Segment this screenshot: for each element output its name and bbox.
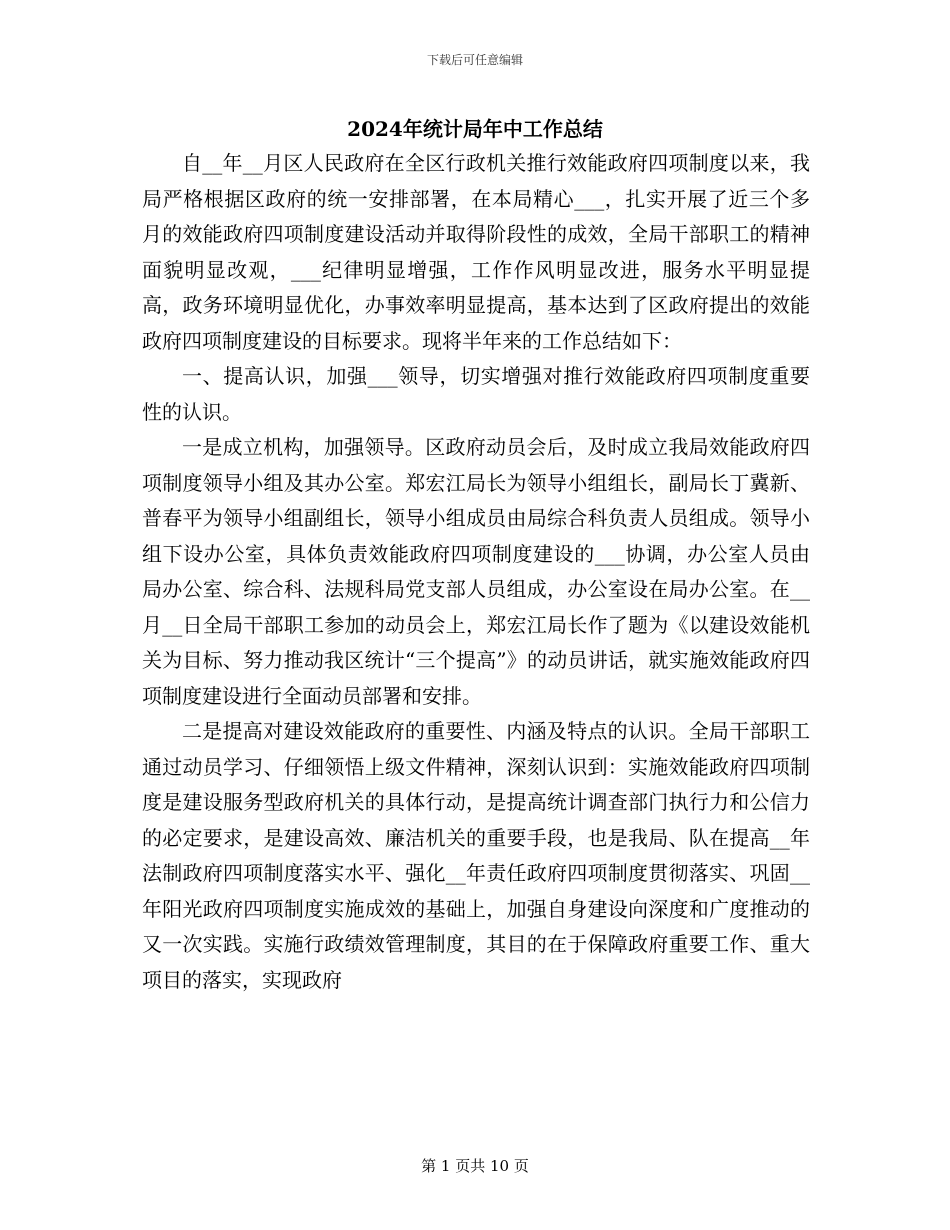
page-number: 第 1 页共 10 页 (421, 1157, 529, 1175)
paragraph-intro: 自__年__月区人民政府在全区行政机关推行效能政府四项制度以来，我局严格根据区政府的统一安排部署，在本局精心___，扎实开展了近三个多月的效能政府四项制度建设活动并取得阶段性的成效，全局干部职工的精神面貌明显改观，___纪律明显增强，工作作风明显改进，服务水平明显提高，政务环境明显优化，办事效率明显提高，基本达到了区政府提出的效能政府四项制度建设的目标要求。现将半年来的工作总结如下： (142, 151, 810, 353)
document-body (142, 146, 810, 998)
document-title: 2024年统计局年中工作总结 (347, 117, 603, 141)
paragraph-establish-organization: 一是成立机构，加强领导。区政府动员会后，及时成立我局效能政府四项制度领导小组及其办公室。郑宏江局长为领导小组组长，副局长丁冀新、普春平为领导小组副组长，领导小组成员由局综合科负责人员组成。领导小组下设办公室，具体负责效能政府四项制度建设的___协调，办公室人员由局办公室、综合科、法规科局党支部人员组成，办公室设在局办公室。在__月__日全局干部职工参加的动员会上，郑宏江局长作了题为《以建设效能机关为目标、努力推动我区统计“三个提高”》的动员讲话，就实施效能政府四项制度建设进行全面动员部署和安排。 (142, 435, 810, 708)
header-note: 下载后可任意编辑 (426, 53, 523, 67)
paragraph-section-one-heading: 一、提高认识，加强___领导，切实增强对推行效能政府四项制度重要性的认识。 (142, 364, 810, 424)
paragraph-raise-awareness: 二是提高对建设效能政府的重要性、内涵及特点的认识。全局干部职工通过动员学习、仔细领悟上级文件精神，深刻认识到：实施效能政府四项制度是建设服务型政府机关的具体行动，是提高统计调查部门执行力和公信力的必定要求，是建设高效、廉洁机关的重要手段，也是我局、队在提高__年法制政府四项制度落实水平、强化__年责任政府四项制度贯彻落实、巩固__年阳光政府四项制度实施成效的基础上，加强自身建设向深度和广度推动的又一次实践。实施行政绩效管理制度，其目的在于保障政府重要工作、重大项目的落实，实现政府 (142, 719, 810, 992)
